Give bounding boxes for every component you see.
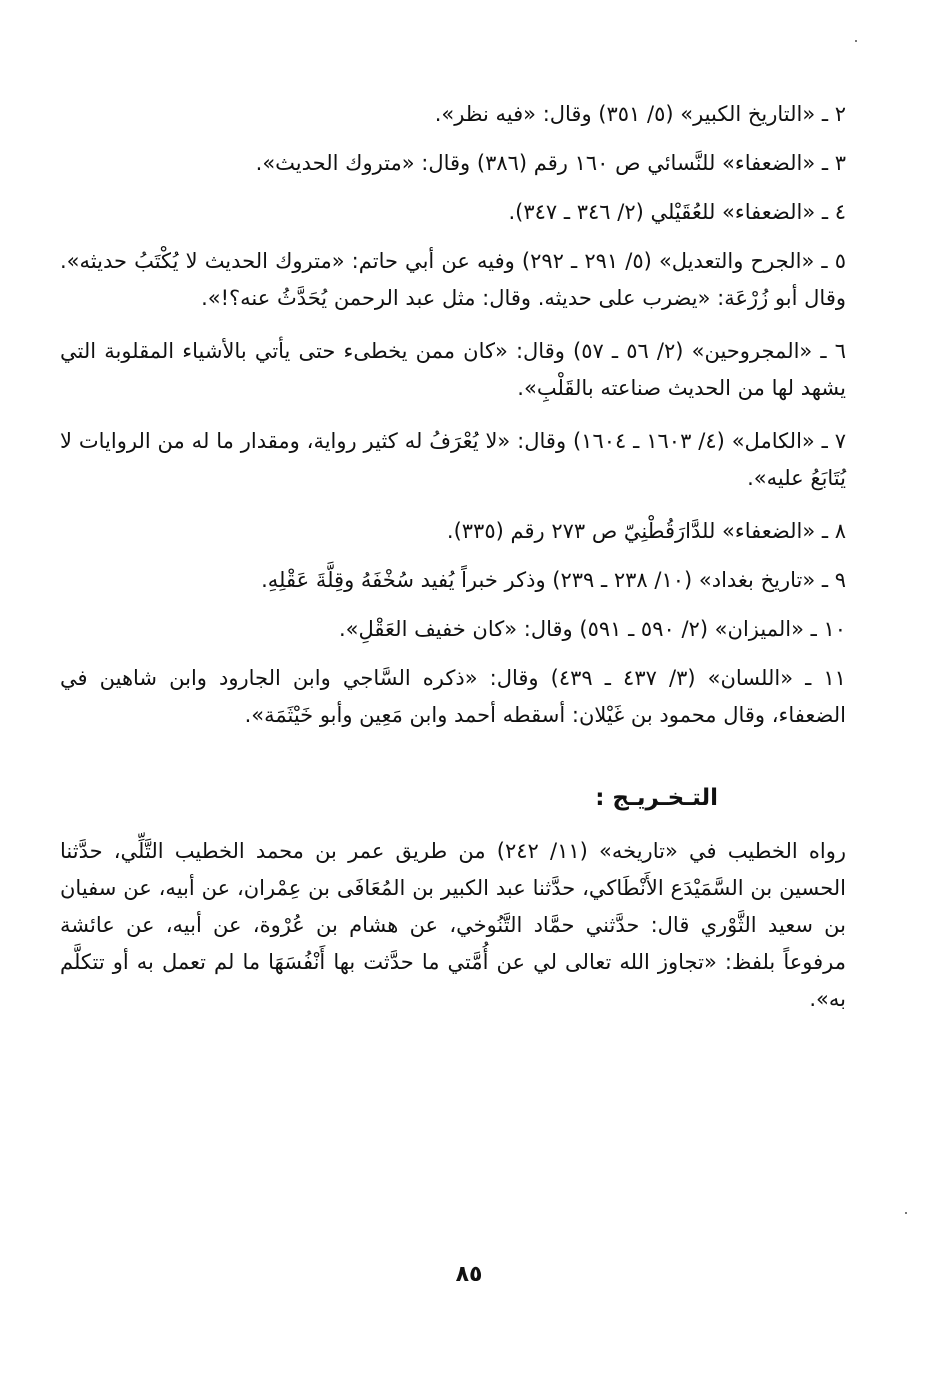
footnote-2: ٢ ـ «التاريخ الكبير» (٥/ ٣٥١) وقال: «فيه نظر».: [434, 102, 846, 126]
page-number: ٨٥: [455, 1262, 483, 1287]
footnote-8: ٨ ـ «الضعفاء» للدَّارَقُطْنِيّ ص ٢٧٣ رقم (٣٣٥).: [446, 519, 846, 543]
footnotes-block: [60, 96, 846, 1018]
footnote-11: ١١ ـ «اللسان» (٣/ ٤٣٧ ـ ٤٣٩) وقال: «ذكره السَّاجي وابن الجارود وابن شاهين في الضعفاء، وقال محمود بن غَيْلان: أسقطه أحمد وابن مَعِين وأبو خَيْثَمَة».: [60, 666, 846, 727]
footnote-10: ١٠ ـ «الميزان» (٢/ ٥٩٠ ـ ٥٩١) وقال: «كان خفيف العَقْلِ».: [338, 617, 846, 641]
footnote-9: ٩ ـ «تاريخ بغداد» (١٠/ ٢٣٨ ـ ٢٣٩) وذكر خبراً يُفيد سُخْفَهُ وقِلَّةَ عَقْلِهِ.: [261, 568, 846, 592]
takhrij-paragraph: رواه الخطيب في «تاريخه» (١١/ ٢٤٢) من طريق عمر بن محمد الخطيب التَّلِّي، حدَّثنا الحسين بن السَّمَيْدَع الأَنْطَاكي، حدَّثنا عبد الكبير بن المُعَافَى بن عِمْران، عن أبيه، عن سفيان بن سعيد الثَّوْري قال: حدَّثني حمَّاد التَّنُوخي، عن هشام بن عُرْوة، عن أبيه، عن عائشة مرفوعاً بلفظ: «تجاوز الله تعالى لي عن أُمَّتي ما حدَّثت بها أَنْفُسَهَا ما لم تعمل به أو تتكلَّم به».: [60, 839, 846, 1011]
footnote-6: ٦ ـ «المجروحين» (٢/ ٥٦ ـ ٥٧) وقال: «كان ممن يخطىء حتى يأتي بالأشياء المقلوبة التي يشهد لها من الحديث صناعته بالقَلْبِ».: [60, 339, 846, 400]
takhrij-heading: التـخـريـج :: [595, 785, 718, 811]
scan-speck: [905, 1212, 907, 1214]
scan-speck: [855, 40, 857, 42]
footnote-7: ٧ ـ «الكامل» (٤/ ١٦٠٣ ـ ١٦٠٤) وقال: «لا يُعْرَفُ له كثير رواية، ومقدار ما له من الروايات لا يُتَابَعُ عليه».: [60, 429, 846, 490]
footnote-3: ٣ ـ «الضعفاء» للنَّسائي ص ١٦٠ رقم (٣٨٦) وقال: «متروك الحديث».: [255, 151, 846, 175]
footnote-5: ٥ ـ «الجرح والتعديل» (٥/ ٢٩١ ـ ٢٩٢) وفيه عن أبي حاتم: «متروك الحديث لا يُكْتَبُ حديثه». وقال أبو زُرْعَة: «يضرب على حديثه. وقال: مثل عبد الرحمن يُحَدَّثُ عنه؟!».: [60, 249, 846, 310]
footnote-4: ٤ ـ «الضعفاء» للعُقَيْلي (٢/ ٣٤٦ ـ ٣٤٧).: [508, 200, 846, 224]
